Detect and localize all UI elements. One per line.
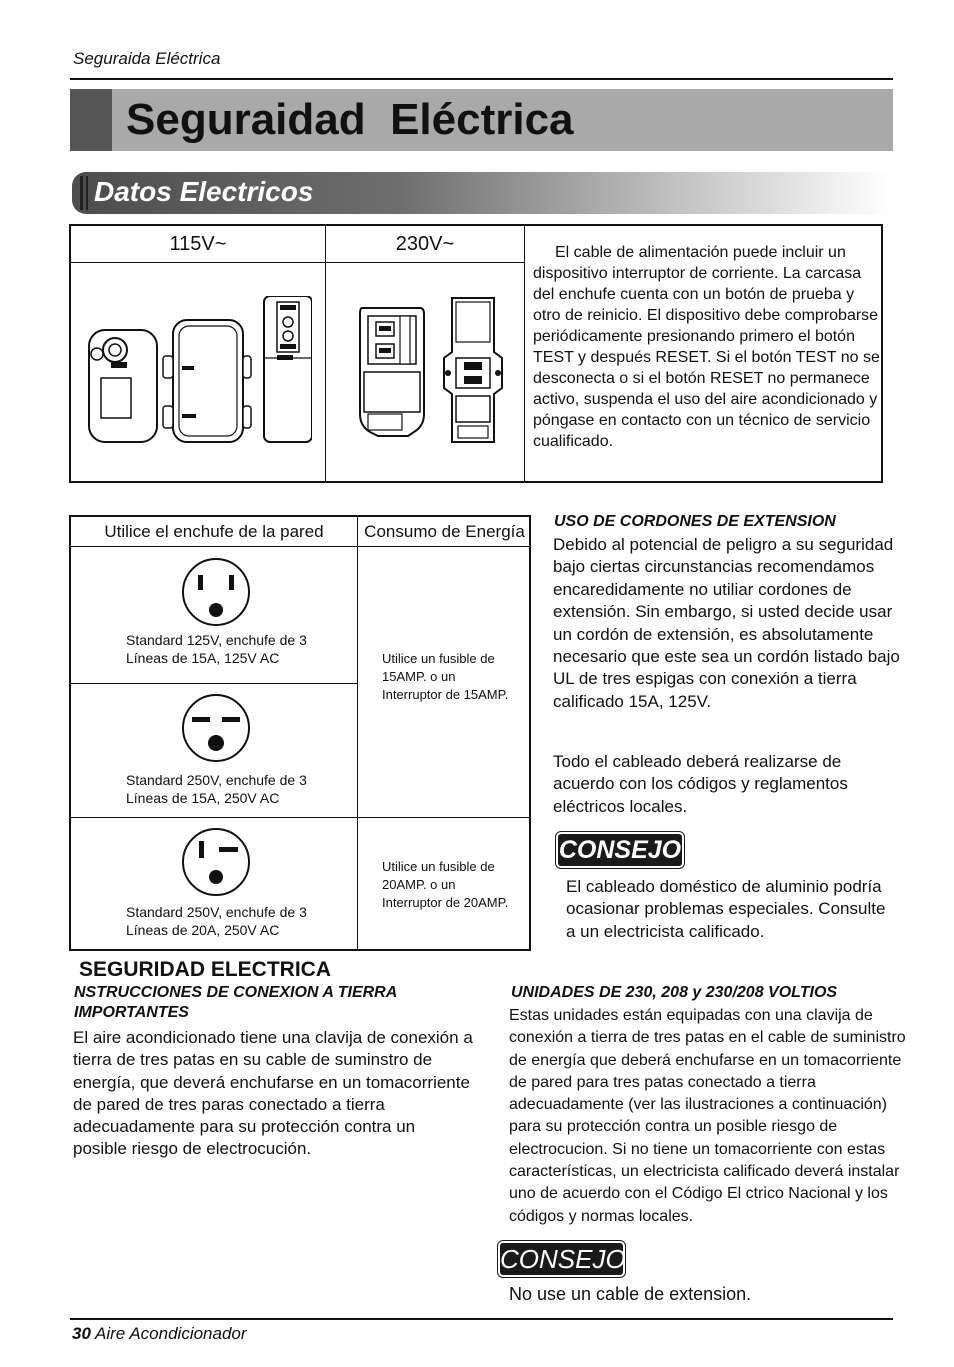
section-bar <box>80 176 83 210</box>
safety-body: El aire acondicionado tiene una clavija de conexión a tierra de tres patas en su cable de suminstro de energía, que deverá enchufarse en un tomacorriente de pared de tres paras conectado a tierra adecuadamente para su protección contra un posible riesgo de electrocución. <box>73 1028 473 1159</box>
extension-heading: USO DE CORDONES DE EXTENSION <box>554 513 836 530</box>
table-divider <box>71 546 531 547</box>
voltage-col-230 <box>326 226 525 481</box>
outlet-250v-20a-label: Standard 250V, enchufe de 3 Líneas de 20A, 250V AC <box>126 904 307 938</box>
units-heading: UNIDADES DE 230, 208 y 230/208 VOLTIOS <box>511 984 838 1001</box>
safety-subtitle: NSTRUCCIONES DE CONEXION A TIERRA IMPORTANTES <box>74 984 397 1021</box>
voltage-col-115-label: 115V~ <box>71 226 325 263</box>
voltage-col-230-label: 230V~ <box>326 226 524 263</box>
outlet-250v-20a-icon <box>181 827 251 897</box>
footer-rule <box>70 1318 893 1320</box>
tip-body: El cableado doméstico de aluminio podría ocasionar problemas especiales. Consulte a un electricista calificado. <box>566 877 886 941</box>
footer-label: Aire Acondicionador <box>95 1324 247 1343</box>
table-divider <box>71 817 531 818</box>
table-divider <box>71 683 357 684</box>
table-divider <box>357 517 358 949</box>
section-title: Datos Electricos <box>94 176 314 207</box>
outlet-125v-15a-icon <box>181 557 251 627</box>
outlet-125v-label: Standard 125V, enchufe de 3 Líneas de 15A, 125V AC <box>126 632 307 666</box>
gfci-plug-230v-illustration <box>356 296 506 446</box>
extension-body: Debido al potencial de peligro a su seguridad bajo ciertas circunstancias recomendamos encaredidamente no utiliar cordones de extensión. Sin embargo, si usted decide usar un cordón de extensión, es absolutamente necesario que este sea un cordón listado bajo UL de tres espigas con conexión a tierra calificado 15A, 125V. <box>553 535 900 711</box>
section-bar <box>86 176 88 210</box>
outlet-table <box>69 515 531 951</box>
gfci-plug-115v-illustration <box>87 296 312 446</box>
page-title-band <box>70 89 893 151</box>
power-header: Consumo de Energía <box>364 522 525 541</box>
outlet-250v-15a-icon <box>181 693 251 763</box>
outlet-250v-15a-label: Standard 250V, enchufe de 3 Líneas de 15A, 250V AC <box>126 772 307 806</box>
outlet-header: Utilice el enchufe de la pared <box>104 522 324 541</box>
voltage-col-115 <box>71 226 326 481</box>
page-number: 30 <box>72 1324 91 1343</box>
page-footer <box>72 1324 247 1344</box>
header-rule <box>70 78 893 80</box>
tip-badge: CONSEJO <box>500 1244 626 1274</box>
gfci-description: El cable de alimentación puede incluir un dispositivo interruptor de corriente. La carcasa del enchufe cuenta con un botón de prueba y otro de reinicio. El dispositivo debe comprobarse periódicamente presionando primero el botón TEST y después RESET. Si el botón TEST no se desconecta o si el botón RESET no permanece activo, suspenda el uso del aire acondicionado y póngase en contacto con un técnico de servicio cualificado. <box>533 244 880 450</box>
wiring-body: Todo el cableado deberá realizarse de acuerdo con los códigos y reglamentos eléctricos locales. <box>553 752 848 816</box>
fuse-15amp: Utilice un fusible de 15AMP. o un Interruptor de 15AMP. <box>382 651 509 702</box>
safety-title: SEGURIDAD ELECTRICA <box>79 958 332 981</box>
page-title: Seguraidad Eléctrica <box>126 95 574 144</box>
voltage-table <box>69 224 883 483</box>
tip-body: No use un cable de extension. <box>509 1284 752 1304</box>
running-header: Seguraida Eléctrica <box>73 49 221 68</box>
units-body: Estas unidades están equipadas con una clavija de conexión a tierra de tres patas en el cable de suministro de energía que deberá enchufarse en un tomacorriente de pared para tres patas conectado a tierra adecuadamente (ver las ilustraciones a continuación) para su protección contra un posible riesgo de electrocucion. Si no tiene un tomacorriente con estas características, un electricista calificado deverá instalar uno de acuerdo con el Código El ctrico Nacional y los códigos y normas locales. <box>509 1007 906 1225</box>
tip-badge: CONSEJO <box>558 836 682 864</box>
fuse-20amp: Utilice un fusible de 20AMP. o un Interruptor de 20AMP. <box>382 859 509 910</box>
title-tab <box>70 89 112 151</box>
section-title-band <box>72 172 890 214</box>
